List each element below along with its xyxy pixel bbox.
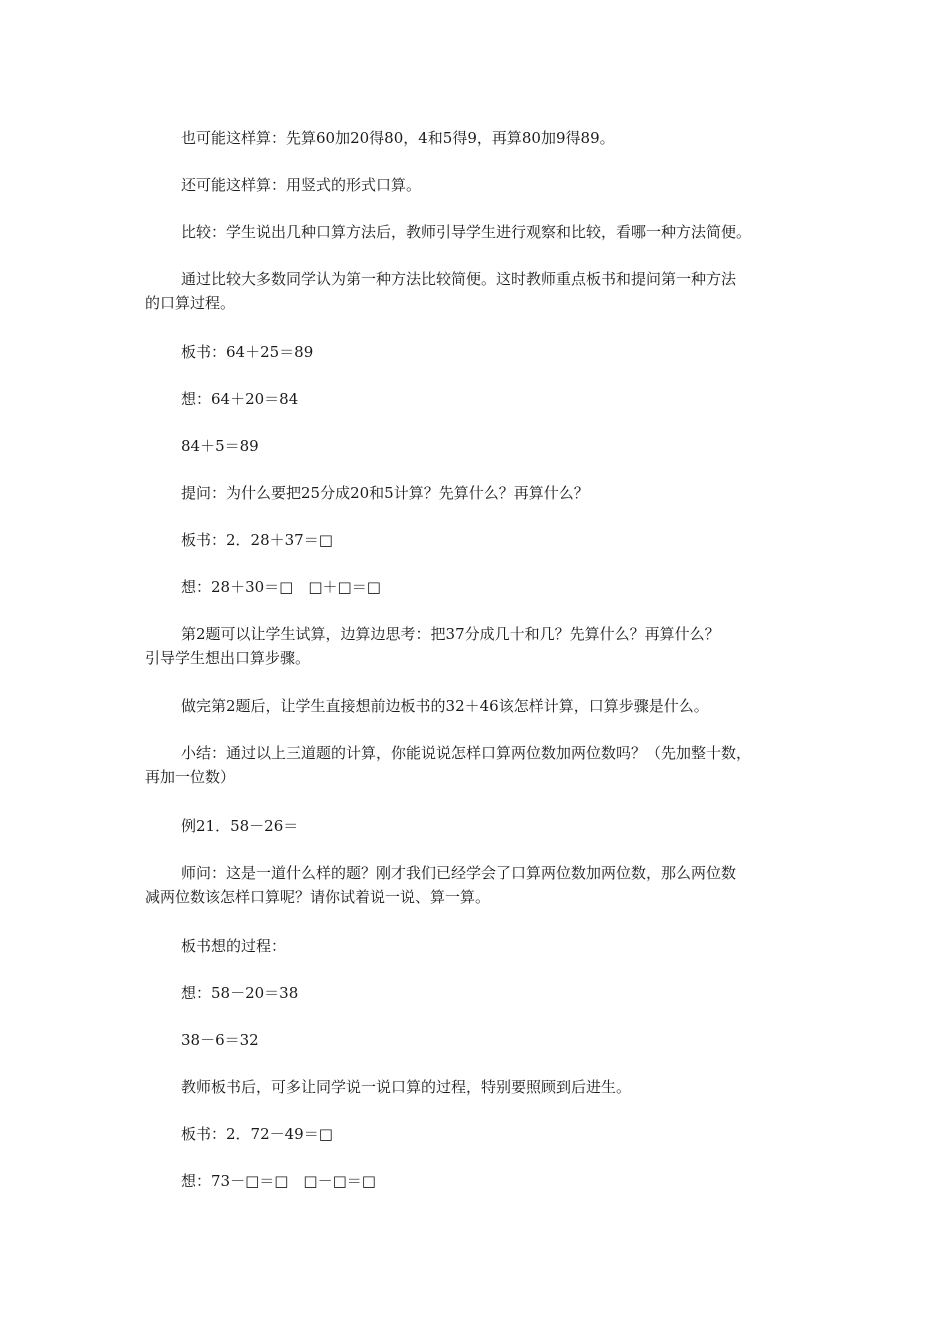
paragraph-line: 做完第2题后，让学生直接想前边板书的32＋46该怎样计算，口算步骤是什么。 (181, 697, 709, 715)
paragraph-6 (145, 387, 815, 411)
paragraph-3 (145, 220, 815, 244)
paragraph-line: 板书：2．28＋37＝□ (181, 531, 333, 549)
paragraph-15 (145, 861, 815, 909)
paragraph-line: 的口算过程。 (145, 294, 236, 312)
paragraph-line: 再加一位数） (145, 768, 236, 786)
paragraph-line-text: 师问：这是一道什么样的题？刚才我们已经学会了口算两位数加两位数，那么两位数 (181, 864, 737, 882)
paragraph-line: 例21．58－26＝ (181, 817, 299, 835)
paragraph-line-text: 第2题可以让学生试算，边算边思考：把37分成几十和几？先算什么？再算什么？ (181, 625, 720, 643)
paragraph-1 (145, 126, 815, 150)
paragraph-2 (145, 173, 815, 197)
paragraph-line: 板书想的过程： (181, 937, 287, 955)
paragraph-line: 38－6＝32 (181, 1031, 259, 1049)
paragraph-8 (145, 481, 815, 505)
paragraph-line: 提问：为什么要把25分成20和5计算？先算什么？再算什么？ (181, 484, 589, 502)
paragraph-7 (145, 434, 815, 458)
paragraph-line (145, 861, 815, 885)
paragraph-13 (145, 741, 815, 789)
paragraph-14 (145, 814, 815, 838)
paragraph-18 (145, 1028, 815, 1052)
paragraph-21 (145, 1169, 815, 1193)
paragraph-line (145, 267, 815, 291)
paragraph-line (145, 622, 815, 646)
paragraph-19 (145, 1075, 815, 1099)
paragraph-4 (145, 267, 815, 315)
paragraph-line: 教师板书后，可多让同学说一说口算的过程，特别要照顾到后进生。 (181, 1078, 632, 1096)
paragraph-line (145, 741, 815, 765)
paragraph-line: 减两位数该怎样口算呢？请你试着说一说、算一算。 (145, 888, 491, 906)
paragraph-9 (145, 528, 815, 552)
paragraph-11 (145, 622, 815, 670)
paragraph-line: 板书：2．72－49＝□ (181, 1125, 333, 1143)
paragraph-line: 想：58－20＝38 (181, 984, 299, 1002)
paragraph-line: 想：28＋30＝□ □＋□＝□ (181, 578, 381, 596)
paragraph-17 (145, 981, 815, 1005)
paragraph-12 (145, 694, 815, 718)
paragraph-10 (145, 575, 815, 599)
paragraph-line: 想：73－□＝□ □－□＝□ (181, 1172, 376, 1190)
paragraph-line: 板书：64＋25＝89 (181, 343, 314, 361)
paragraph-line: 还可能这样算：用竖式的形式口算。 (181, 176, 422, 194)
paragraph-5 (145, 340, 815, 364)
paragraph-20 (145, 1122, 815, 1146)
paragraph-line: 引导学生想出口算步骤。 (145, 649, 311, 667)
paragraph-line: 想：64＋20＝84 (181, 390, 299, 408)
paragraph-line: 也可能这样算：先算60加20得80，4和5得9，再算80加9得89。 (181, 129, 615, 147)
paragraph-line: 比较：学生说出几种口算方法后，教师引导学生进行观察和比较，看哪一种方法简便。 (181, 223, 752, 241)
paragraph-line-text: 小结：通过以上三道题的计算，你能说说怎样口算两位数加两位数吗？（先加整十数， (181, 744, 752, 762)
paragraph-line: 84＋5＝89 (181, 437, 259, 455)
paragraph-16 (145, 934, 815, 958)
paragraph-line-text: 通过比较大多数同学认为第一种方法比较简便。这时教师重点板书和提问第一种方法 (181, 270, 737, 288)
